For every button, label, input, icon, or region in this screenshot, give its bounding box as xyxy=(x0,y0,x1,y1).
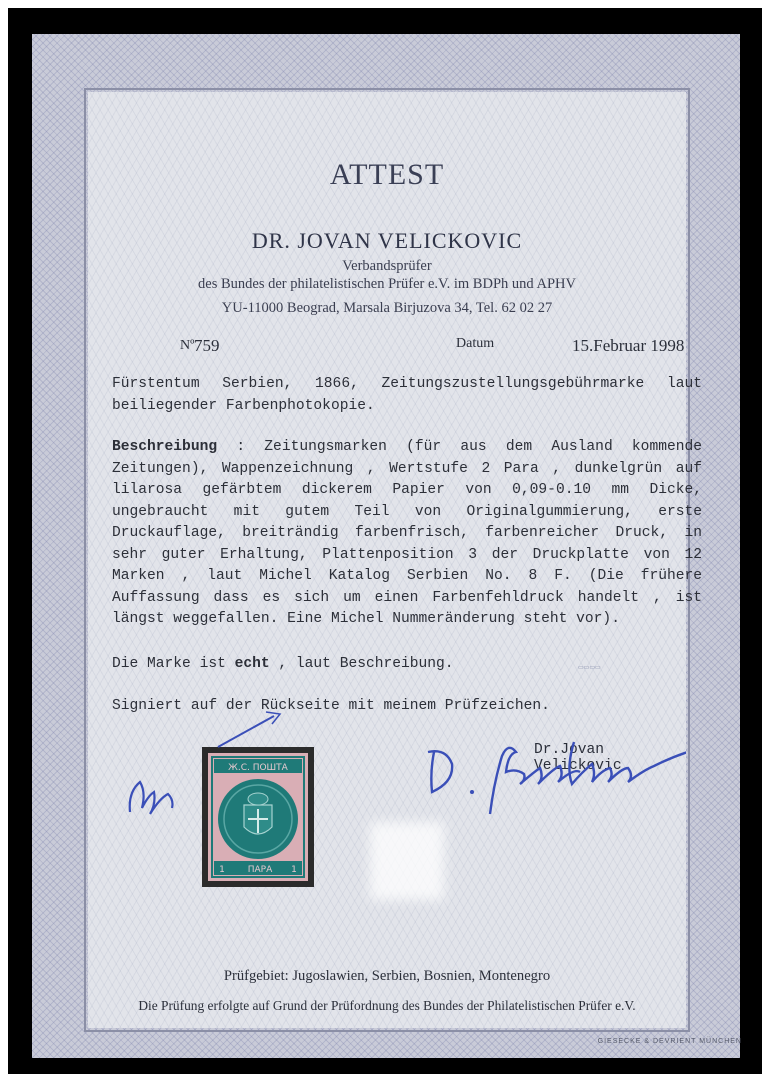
stamp-value-right: 1 xyxy=(291,865,297,875)
authenticity-text-a: Die Marke ist xyxy=(112,656,235,672)
small-signature xyxy=(130,782,173,814)
examiner-role: Verbandsprüfer xyxy=(342,258,432,274)
certificate-title: ATTEST xyxy=(329,158,445,191)
examiner-name: DR. JOVAN VELICKOVIC xyxy=(251,228,523,253)
pen-line-tip xyxy=(266,712,280,724)
examiner-organization: des Bundes der philatelistischen Prüfer e.V. im BDPh und APHV xyxy=(198,276,576,292)
signature-surname-part1 xyxy=(490,748,580,814)
ink-overlay xyxy=(88,92,686,1028)
certificate-date: 15.Februar 1998 xyxy=(572,336,685,355)
certificate-sheet xyxy=(8,8,762,1074)
stamp-value-left: 1 xyxy=(219,865,225,875)
signature-initial xyxy=(428,751,452,792)
certificate-number: 759 xyxy=(194,336,220,355)
description-heading: Beschreibung xyxy=(112,439,218,455)
signature-dot xyxy=(470,790,474,794)
certificate-paper xyxy=(32,34,740,1058)
certificate-inner-panel xyxy=(88,92,702,1028)
pen-line xyxy=(218,716,274,747)
authenticity-verdict: echt xyxy=(234,656,270,672)
examination-rules: Die Prüfung erfolgte auf Grund der Prüfordnung des Bundes der Philatelistischen Prüfer e.V. xyxy=(138,998,636,1013)
signature-surname-part2 xyxy=(569,742,686,784)
signer-name: Dr.Jovan Velickovic xyxy=(534,742,622,774)
certificate-number-label: Nº xyxy=(180,338,195,353)
signed-back-paragraph: Signiert auf der Rückseite mit meinem Prüfzeichen. xyxy=(112,698,550,714)
printer-imprint: GIESECKE & DEVRIENT MÜNCHEN xyxy=(597,1038,742,1045)
stamp-top-text: Ж.С. ПОШТА xyxy=(228,763,288,773)
examiner-guarantee-mark: ▭▭▭▭ xyxy=(578,665,601,671)
description-text: : Zeitungsmarken (für aus dem Ausland kommende Zeitungen), Wappenzeichnung , Wertstufe 2 Para , dunkelgrün auf lilarosa gefärbtem dickerem Papier von 0,09-0.10 mm Dicke, ungebraucht mit gutem Teil von Originalgummierung, erste Druckauflage, breiträndig farbenfrisch, farbenreicher Druck, in sehr guter Erhaltung, Plattenposition 3 der Druckplatte von 12 Marken , laut Michel Katalog Serbien No. 8 F. (Die frühere Auffassung dass es sich um einen Farbenfehldruck handelt , ist längst weggefallen. Eine Michel Nummeränderung steht vor). xyxy=(112,439,702,627)
date-label: Datum xyxy=(456,336,495,351)
examination-scope: Prüfgebiet: Jugoslawien, Serbien, Bosnien, Montenegro xyxy=(223,968,551,984)
stamp-identification-paragraph: Fürstentum Serbien, 1866, Zeitungszustellungsgebührmarke laut beiliegender Farbenphotokopie. xyxy=(112,376,702,414)
stamp-bottom-text: ПАРА xyxy=(247,865,273,875)
authenticity-text-b: , laut Beschreibung. xyxy=(269,656,454,672)
examiner-address: YU-11000 Beograd, Marsala Birjuzova 34, Tel. 62 02 27 xyxy=(221,300,553,316)
